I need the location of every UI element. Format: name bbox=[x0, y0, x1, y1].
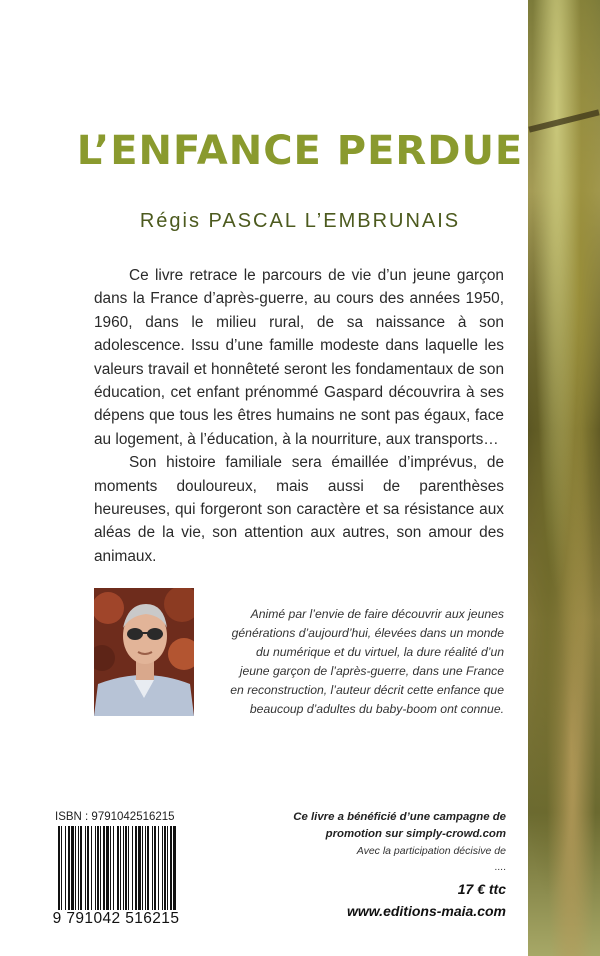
participation-note: Avec la participation décisive de bbox=[356, 845, 506, 857]
promotion-note: Ce livre a bénéficié d’une campagne de promotion sur simply-crowd.com bbox=[293, 811, 506, 840]
author-photo bbox=[94, 588, 194, 716]
author-biography: Animé par l’envie de faire découvrir aux jeunes générations d’aujourd’hui, élevées dans un monde du numérique et du virtuel, la dure réalité d’un jeune garçon de l’après-guerre, dans une France en reconstruction, l’auteur décrit cette enfance que beaucoup d’adultes du baby-boom ont connue. bbox=[230, 607, 504, 716]
publisher-website: www.editions-maia.com bbox=[347, 903, 506, 919]
participation-names: .... bbox=[494, 861, 506, 873]
book-title: L’ENFANCE PERDUE bbox=[76, 128, 524, 174]
book-summary bbox=[94, 264, 504, 568]
summary-paragraph-2: Son histoire familiale sera émaillée d’imprévus, de moments douloureux, mais aussi de parenthèses heureuses, qui forgeront son caractère et sa résistance aux aléas de la vie, son attention aux autres, son amour des animaux. bbox=[94, 454, 504, 565]
price: 17 € ttc bbox=[457, 881, 506, 897]
author-portrait-illustration bbox=[94, 588, 194, 716]
barcode-digits: 9 791042 516215 bbox=[48, 910, 184, 928]
isbn-label: ISBN : 9791042516215 bbox=[55, 811, 175, 823]
author-name: Régis PASCAL L’EMBRUNAIS bbox=[139, 210, 461, 232]
summary-paragraph-1: Ce livre retrace le parcours de vie d’un jeune garçon dans la France d’après-guerre, au cours des années 1950, 1960, dans le milieu rural, de sa naissance à son adolescence. Issu d’une famille modeste dans laquelle les valeurs travail et honnêteté seront les fondamentaux de son éducation, cet enfant prénommé Gaspard découvrira à ses dépens que tous les êtres humains ne sont pas égaux, face au logement, à l’éducation, à la nourriture, aux transports… bbox=[94, 267, 504, 448]
